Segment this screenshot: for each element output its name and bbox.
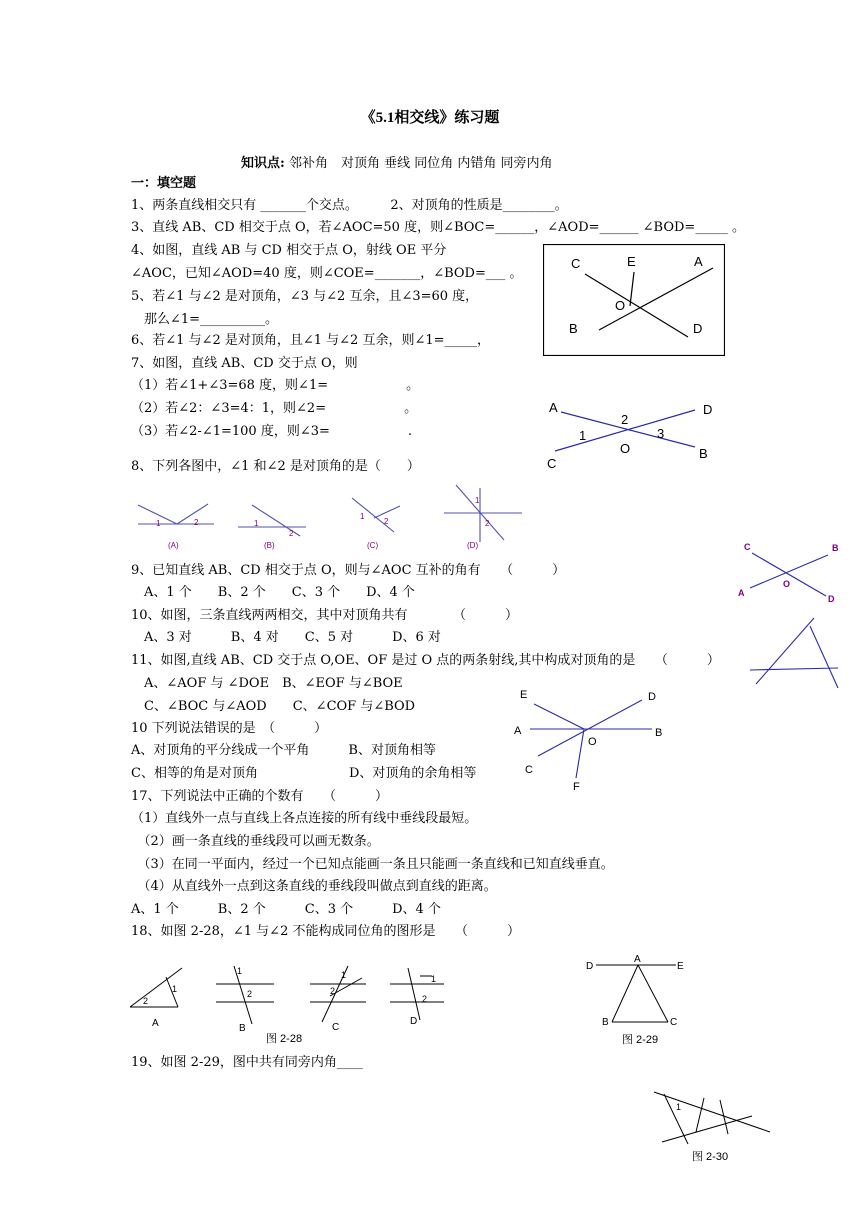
- question-7-1: （1）若∠1+∠3=68 度，则∠1= 。: [131, 378, 420, 393]
- question-5a: 5、若∠1 与∠2 是对顶角，∠3 与∠2 互余，且∠3=60 度，: [131, 289, 479, 304]
- label-a: A: [694, 254, 703, 269]
- question-17-3: （3）在同一平面内，经过一个已知点能画一条且只能画一条直线和已知直线垂直。: [131, 857, 614, 872]
- label-e: E: [627, 254, 636, 269]
- svg-text:1: 1: [254, 519, 259, 528]
- svg-text:F: F: [573, 781, 580, 793]
- question-17-options: A、1 个 B、2 个 C、3 个 D、4 个: [131, 902, 441, 917]
- question-9: 9、已知直线 AB、CD 相交于点 O，则与∠AOC 互补的角有 （ ）: [131, 563, 566, 578]
- label-b: B: [569, 321, 578, 336]
- question-1-2: 1、两条直线相交只有 _______个交点。 2、对顶角的性质是________。: [131, 198, 568, 213]
- svg-text:1: 1: [475, 496, 480, 505]
- svg-text:B: B: [602, 1017, 609, 1028]
- figure-q11: [506, 684, 676, 796]
- svg-text:2: 2: [143, 996, 149, 1006]
- svg-text:A: A: [514, 725, 522, 737]
- fig228-d-label: D: [410, 1016, 418, 1027]
- figure-q8: [130, 480, 550, 556]
- knowledge-points: [241, 152, 552, 171]
- svg-text:2: 2: [485, 519, 490, 528]
- svg-text:C: C: [525, 764, 533, 776]
- label-d: D: [693, 321, 703, 336]
- option-d-label: (D): [467, 541, 479, 550]
- svg-text:D: D: [586, 961, 594, 972]
- svg-text:A: A: [634, 954, 641, 965]
- option-a-label: (A): [168, 541, 179, 550]
- svg-text:2: 2: [422, 994, 428, 1004]
- question-6: 6、若∠1 与∠2 是对顶角，且∠1 与∠2 互余，则∠1=_____，: [131, 333, 491, 348]
- svg-text:2: 2: [384, 517, 389, 526]
- figure-2-30: [648, 1086, 774, 1170]
- label-o: O: [620, 441, 631, 456]
- svg-text:E: E: [677, 961, 684, 972]
- question-3: 3、直线 AB、CD 相交于点 O，若∠AOC=50 度，则∠BOC=______，∠AOD=______ ∠BOD=_____ 。: [131, 220, 745, 235]
- question-10: 10、如图，三条直线两两相交，其中对顶角共有 （ ）: [131, 608, 519, 623]
- question-7-3: （3）若∠2-∠1=100 度，则∠3= .: [131, 424, 413, 439]
- svg-text:C: C: [670, 1017, 678, 1028]
- svg-text:D: D: [648, 691, 656, 703]
- figure-2-28: [126, 958, 456, 1050]
- label-b: B: [699, 446, 708, 461]
- question-17-1: （1）直线外一点与直线上各点连接的所有线中垂线段最短。: [131, 811, 478, 826]
- figure-q4: [543, 244, 725, 356]
- svg-text:D: D: [828, 594, 835, 604]
- svg-text:1: 1: [360, 512, 365, 521]
- svg-text:B: B: [655, 727, 663, 739]
- svg-text:O: O: [783, 579, 791, 589]
- label-c: C: [547, 456, 557, 471]
- page-title: 《5.1相交线》练习题: [360, 110, 500, 126]
- label-o: O: [615, 298, 626, 313]
- svg-text:2: 2: [194, 518, 199, 527]
- question-18: 18、如图 2-28，∠1 与∠2 不能构成同位角的图形是 （ ）: [131, 924, 520, 939]
- svg-text:1: 1: [156, 519, 161, 528]
- question-5b: 那么∠1=__________。: [131, 312, 279, 327]
- fig228-b-label: B: [239, 1023, 246, 1034]
- svg-text:B: B: [832, 543, 839, 553]
- svg-text:1: 1: [341, 970, 347, 980]
- fig230-caption: 图 2-30: [692, 1151, 729, 1163]
- fig228-caption: 图 2-28: [266, 1033, 303, 1045]
- question-4a: 4、如图，直线 AB 与 CD 相交于点 O，射线 OE 平分: [131, 243, 447, 258]
- svg-text:1: 1: [676, 1102, 682, 1112]
- option-b-label: (B): [264, 541, 275, 550]
- svg-text:1: 1: [431, 974, 437, 984]
- svg-text:1: 1: [172, 984, 178, 994]
- question-17-4: （4）从直线外一点到这条直线的垂线段叫做点到直线的距离。: [131, 879, 497, 894]
- figure-q7: [543, 396, 723, 472]
- svg-text:O: O: [588, 736, 597, 748]
- figure-q9: [730, 538, 846, 606]
- label-3: 3: [657, 426, 665, 441]
- svg-text:2: 2: [247, 989, 253, 999]
- fig228-c-label: C: [332, 1022, 340, 1033]
- svg-text:2: 2: [289, 529, 294, 538]
- question-10b-cd: C、相等的角是对顶角 D、对顶角的余角相等: [131, 766, 477, 781]
- svg-text:E: E: [520, 689, 528, 701]
- fig229-caption: 图 2-29: [622, 1034, 659, 1046]
- svg-text:1: 1: [237, 966, 243, 976]
- option-c-label: (C): [367, 541, 379, 550]
- label-a: A: [549, 400, 558, 415]
- question-10-options: A、3 对 B、4 对 C、5 对 D、6 对: [131, 630, 441, 645]
- section-heading: 一：填空题: [131, 176, 197, 191]
- svg-text:C: C: [744, 542, 751, 552]
- question-11-cd: C、∠BOC 与∠AOD C、∠COF 与∠BOD: [131, 699, 416, 714]
- question-7-2: （2）若∠2：∠3=4：1，则∠2= 。: [131, 401, 418, 416]
- question-10b: 10 下列说法错误的是 （ ）: [131, 721, 328, 736]
- question-11-ab: A、∠AOF 与 ∠DOE B、∠EOF 与∠BOE: [131, 676, 403, 691]
- fig228-a-label: A: [152, 1018, 159, 1029]
- question-7: 7、如图，直线 AB、CD 交于点 O，则: [131, 356, 358, 371]
- question-17: 17、下列说法中正确的个数有 （ ）: [131, 789, 389, 804]
- knowledge-label: 知识点:: [241, 156, 285, 171]
- question-11: 11、如图,直线 AB、CD 交于点 O,OE、OF 是过 O 点的两条射线,其中构成对顶角的是 （ ）: [131, 653, 720, 668]
- question-10b-ab: A、对顶角的平分线成一个平角 B、对顶角相等: [131, 743, 436, 758]
- figure-2-29: [584, 952, 694, 1048]
- label-d: D: [703, 402, 713, 417]
- label-1: 1: [579, 428, 587, 443]
- question-9-options: A、1 个 B、2 个 C、3 个 D、4 个: [131, 585, 415, 600]
- label-2: 2: [621, 412, 629, 427]
- knowledge-items: 邻补角 对顶角 垂线 同位角 内错角 同旁内角: [288, 156, 553, 171]
- label-c: C: [571, 256, 581, 271]
- question-8: 8、下列各图中，∠1 和∠2 是对顶角的是（ ）: [131, 459, 420, 474]
- question-19: 19、如图 2-29，图中共有同旁内角____: [131, 1055, 363, 1070]
- svg-text:2: 2: [330, 986, 336, 996]
- svg-text:A: A: [738, 588, 745, 598]
- figure-q10: [744, 612, 844, 692]
- question-17-2: （2）画一条直线的垂线段可以画无数条。: [131, 834, 380, 849]
- question-4b: ∠AOC，已知∠AOD=40 度，则∠COE=_______，∠BOD=___ 。: [131, 266, 523, 281]
